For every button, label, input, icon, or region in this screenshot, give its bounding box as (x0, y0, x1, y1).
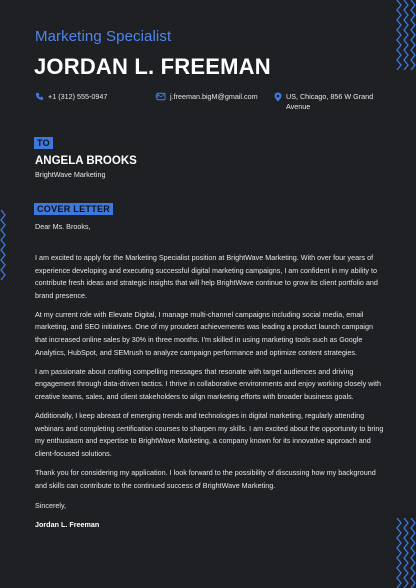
job-title: Marketing Specialist (35, 28, 172, 45)
email-icon (155, 92, 166, 104)
letter-paragraph: Thank you for considering my application. I look forward to the possibility of discussing how my background and skills can contribute to the continued success of BrightWave Marketing. (35, 467, 376, 490)
to-label-badge: TO (34, 137, 53, 149)
phone-contact (35, 92, 107, 104)
phone-icon (35, 92, 44, 104)
letter-paragraph: At my current role with Elevate Digital, I manage multi-channel campaigns including social media, email marketing, and SEO initiatives. One of my proudest achievements was leading a product launch campaign that increased online sales by 30% in three months. I'm skilled in using marketing tools such as Google Analytics, HubSpot, and SEMrush to analyze campaign performance and optimize content strategies. (35, 309, 373, 357)
address-contact (274, 92, 386, 112)
zigzag-decoration-left (0, 210, 8, 280)
phone-number: +1 (312) 555-0947 (48, 92, 108, 101)
cover-letter-badge: COVER LETTER (34, 203, 113, 215)
applicant-name: JORDAN L. FREEMAN (34, 54, 271, 79)
closing: Sincerely, (35, 501, 67, 510)
email-contact (155, 92, 258, 104)
letter-paragraph: I am passionate about crafting compelling messages that resonate with target audiences and driving engagement through data-driven tactics. I thrive in collaborative environments and enjoy working closely with creative teams, sales, and client stakeholders to align marketing efforts with broader business goals. (35, 366, 381, 401)
street-address: US, Chicago, 856 W Grand Avenue (286, 92, 374, 111)
email-address: j.freeman.bigM@gmail.com (170, 92, 258, 101)
salutation: Dear Ms. Brooks, (35, 222, 91, 231)
location-pin-icon (274, 92, 282, 112)
signature-name: Jordan L. Freeman (35, 520, 100, 529)
letter-paragraph: I am excited to apply for the Marketing Specialist position at BrightWave Marketing. With over four years of experience developing and executing successful digital marketing campaigns, I am confident in my ability to contribute fresh ideas and strategic insights that will help BrightWave continue to grow its client portfolio and brand presence. (35, 253, 378, 300)
letter-body (35, 252, 385, 499)
zigzag-decoration-bottom-right (394, 518, 416, 588)
recipient-name: ANGELA BROOKS (35, 155, 137, 167)
zigzag-decoration-top-right (394, 0, 416, 70)
recipient-company: BrightWave Marketing (35, 170, 106, 179)
letter-paragraph: Additionally, I keep abreast of emerging trends and technologies in digital marketing, regularly attending webinars and completing certification courses to sharpen my skills. I am excited about the opportunity to bring my enthusiasm and expertise to BrightWave Marketing, a company known for its innovative approach and client-focused solutions. (35, 411, 384, 458)
